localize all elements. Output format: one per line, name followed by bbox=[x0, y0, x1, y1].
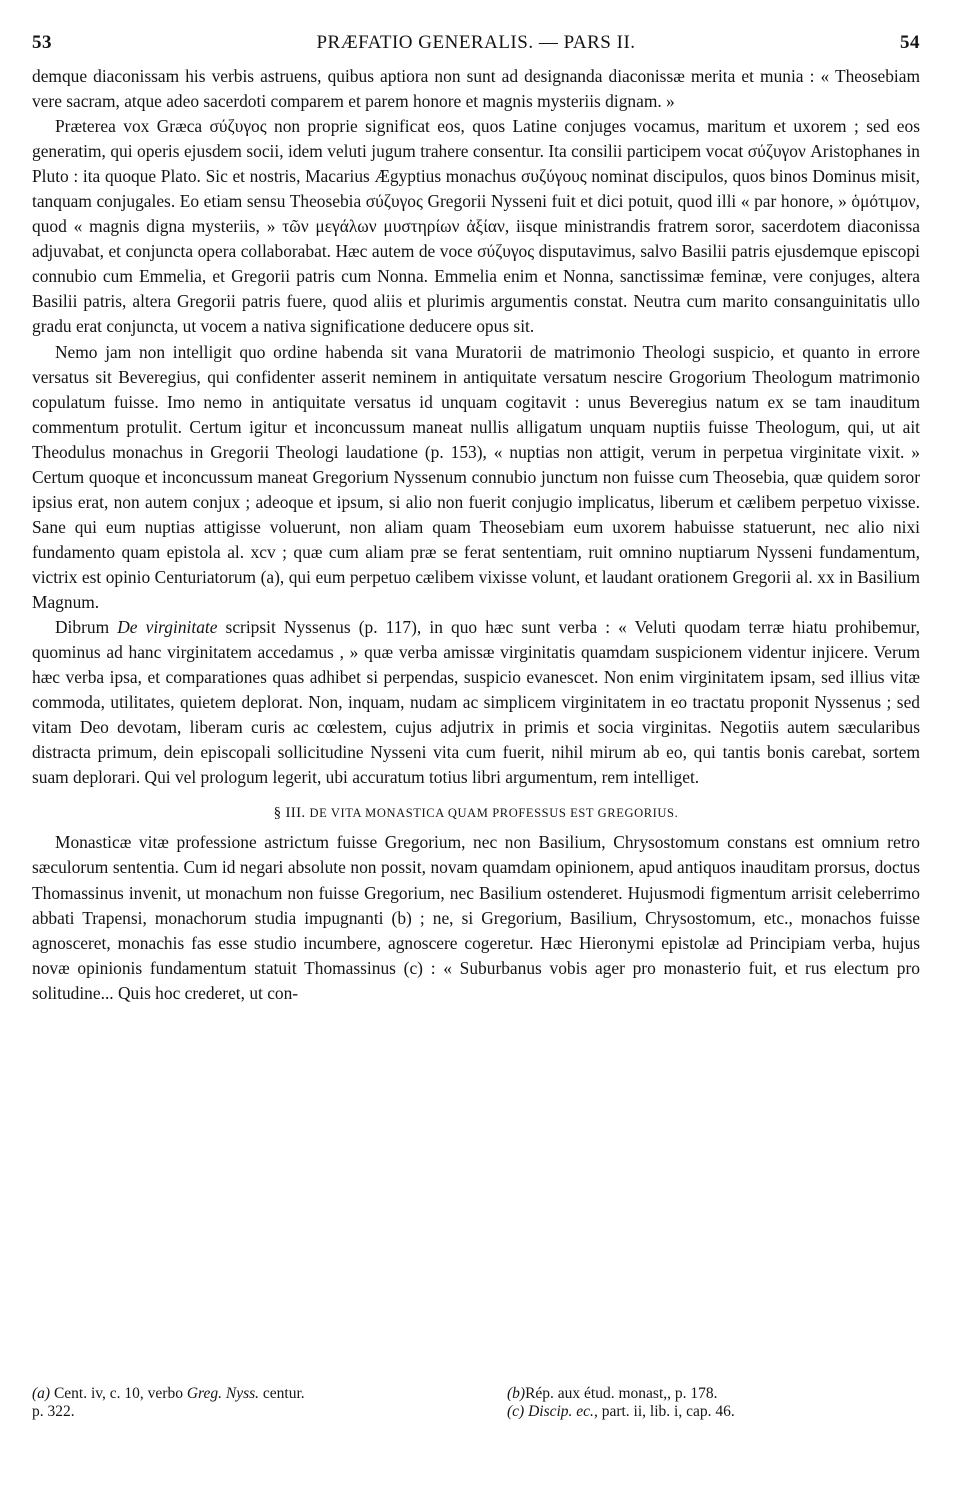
page-number-right: 54 bbox=[900, 32, 920, 53]
paragraph-4-start: Dibrum bbox=[55, 617, 118, 638]
footnote-a-line-2: p. 322. bbox=[32, 1403, 75, 1420]
footnote-a bbox=[32, 1385, 492, 1421]
footnote-a-text: Cent. iv, c. 10, verbo bbox=[50, 1385, 187, 1402]
footnote-b bbox=[507, 1385, 920, 1403]
main-text bbox=[32, 64, 920, 1006]
footnote-a-mark: (a) bbox=[32, 1385, 51, 1402]
page bbox=[32, 30, 920, 1420]
paragraph-2: Præterea vox Græca σύζυγος non proprie significat eos, quos Latine conjuges vocamus, maritum et uxorem ; sed eos generatim, qui operis ejusdem socii, idem veluti jugum trahere consentur. Ita consilii participem vocat σύζυγον Aristophanes in Pluto : ita quoque Plato. Sic et nostris, Macarius Ægyptius monachus συζύγους nominat discipulos, quos binos Dominus misit, tanquam conjugales. Eo etiam sensu Theosebia σύζυγος Gregorii Nysseni fuit et dici potuit, quod illi « par honore, » ὁμότιμον, quod « magnis digna mysteriis, » τῶν μεγάλων μυστηρίων ἀξίαν, iisque ministrandis fratrem soror, sacerdotem diaconissa adjuvabat, et conjuncta opera collaborabat. Hæc autem de voce σύζυγος disputavimus, salvo Basilii patris ejusdemque episcopi connubio cum Emmelia, et Gregorii patris cum Nonna. Emmelia enim et Nonna, sanctissimæ feminæ, vere conjuges, altera Basilii patris, altera Gregorii patris fuere, quod aliis et plurimis argumentis constat. Neutra cum marito consanguinitatis ullo gradu erat conjuncta, ut vocem a nativa significatione deducere opus sit. bbox=[32, 116, 920, 337]
footnote-b-mark: (b) bbox=[507, 1385, 526, 1402]
footnote-c-mark: (c) bbox=[507, 1403, 525, 1420]
section-title: DE VITA MONASTICA QUAM PROFESSUS EST GREGORIUS. bbox=[309, 806, 679, 821]
footnotes-right-column bbox=[507, 1385, 920, 1421]
paragraph-4 bbox=[32, 615, 920, 790]
paragraph-1: demque diaconissam his verbis astruens, quibus aptiora non sunt ad designanda diaconissæ merita et munia : « Theosebiam vere sacram, atque adeo sacerdoti comparem et parem honore et magnis mysteriis dignam. » bbox=[32, 66, 920, 112]
footnote-a-line-1 bbox=[32, 1385, 492, 1403]
paragraph-4-rest: scripsit Nyssenus (p. 117), in quo hæc sunt verba : « Veluti quodam terræ hiatu prohibemur, quominus ad hanc virginitatem accedamus , » quæ verba amissæ virginitatis quamdam suspicionem videntur injicere. Verum hæc verba ipsa, et comparationes quas adhibet si perpendas, suspicio evanescet. Non enim virginitatem ipsam, sed illius vitæ commoda, utilitates, quietem deplorat. Non, inquam, nudam ac simplicem virginitatem in eo tractatu proponit Nyssenus ; sed vitam Deo devotam, liberam curis ac cœlestem, cujus adjutrix in primis et socia virginitas. Negotiis autem sæcularibus distracta primum, dein episcopali sollicitudine Nysseni vita cum fuerit, nihil mirum ab eo, qui tantis bonis carebat, sortem suam deplorari. Qui vel prologum legerit, ubi accuratum totius libri argumentum, rem intelliget. bbox=[32, 617, 920, 788]
paragraph-3: Nemo jam non intelligit quo ordine habenda sit vana Muratorii de matrimonio Theologi suspicio, et quanto in errore versatus sit Beveregius, qui confidenter asserit neminem in antiquitate versatum nescire Grogorium Theologum matrimonio copulatum fuisse. Imo nemo in antiquitate versatus id unquam cogitavit : unus Beveregius natum ex se tam inauditum commentum protulit. Certum igitur et inconcussum maneat nullis alligatum unquam nuptiis fuisse Theologum, qui, ut ait Theodulus monachus in Gregorii Theologi laudatione (p. 153), « nuptias non attigit, verum in perpetua virginitate vixit. » Certum quoque et inconcussum maneat Gregorium Nyssenum connubio junctum non fuisse cum Theosebia, quæ quidem soror ipsius erat, non autem conjux ; adeoque et ipsum, si alio non fuerit conjugio implicatus, liberum et cælibem perpetuo vixisse. Sane qui eum nuptias attigisse voluerunt, non aliam quam Theosebiam eum uxorem habuisse statuerunt, nec alio nixi fundamento quam epistola al. xcv ; quæ cum aliam præ se ferat sententiam, ruit omnino nuptiarum Nysseni fundamentum, victrix est opinio Centuriatorum (a), qui eum perpetuo cælibem vixisse volunt, et laudant orationem Gregorii al. xx in Basilium Magnum. bbox=[32, 341, 920, 612]
running-title: PRÆFATIO GENERALIS. — PARS II. bbox=[316, 32, 636, 53]
footnote-c-italic: Discip. ec. bbox=[528, 1403, 594, 1420]
section-heading bbox=[32, 801, 920, 826]
section-number: § III. bbox=[273, 805, 306, 822]
page-number-left: 53 bbox=[32, 32, 52, 53]
footnote-b-text: Rép. aux étud. monast,, p. 178. bbox=[525, 1385, 718, 1402]
page-header bbox=[32, 30, 920, 60]
footnote-c-text: , part. ii, lib. i, cap. 46. bbox=[593, 1403, 735, 1420]
footnote-c bbox=[507, 1403, 920, 1421]
book-title: De virginitate bbox=[117, 617, 218, 638]
footnote-a-italic: Greg. Nyss. bbox=[186, 1385, 260, 1402]
paragraph-5: Monasticæ vitæ professione astrictum fuisse Gregorium, nec non Basilium, Chrysostomum constans est omnium retro sæculorum sententia. Cum id negari absolute non possit, novam quamdam opinionem, apud antiquos inauditam prorsus, doctus Thomassinus invenit, ut monachum non fuisse Gregorium, nec Basilium ostenderet. Hujusmodi figmentum arrisit celeberrimo abbati Trapensi, monachorum studia impugnanti (b) ; ne, si Gregorium, Basilium, Chrysostomum, etc., monachos fuisse agnosceret, monachis fas esse studio incumbere, agnoscere cogeretur. Hæc Hieronymi epistolæ ad Principiam verba, hujus novæ opinionis fundamentum statuit Thomassinus (c) : « Suburbanus vobis ager pro monasterio fuit, et rus electum pro solitudine... Quis hoc crederet, ut con- bbox=[32, 832, 920, 1003]
footnote-a-text-end: centur. bbox=[259, 1385, 305, 1402]
